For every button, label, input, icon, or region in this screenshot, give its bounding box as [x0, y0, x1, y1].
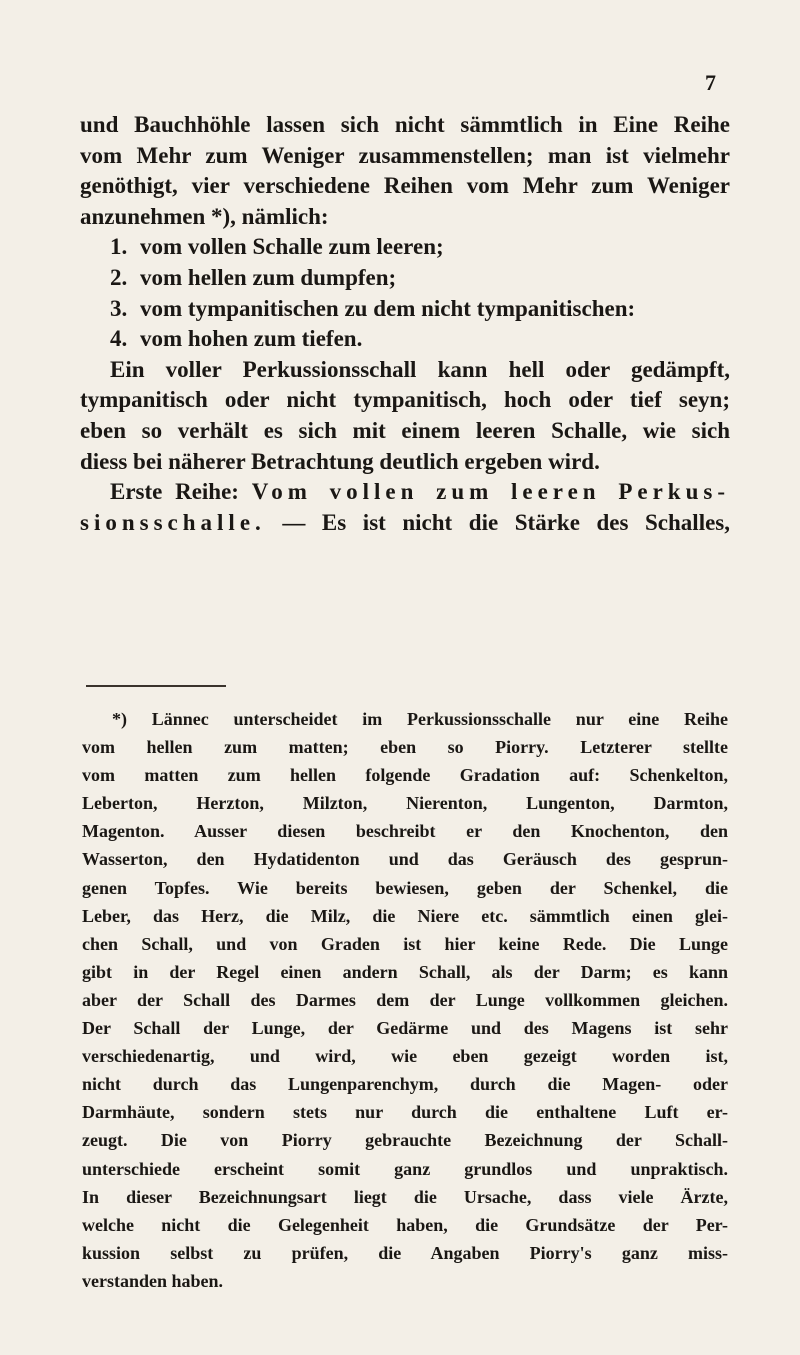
list-item [80, 263, 730, 294]
footnote-line: Leberton, Herzton, Milzton, Nierenton, Lungenton, Darmton, [82, 793, 728, 814]
footnote-line: Wasserton, den Hydatidenton und das Geräusch des gesprun- [82, 849, 728, 870]
footnote-line: *) Lännec unterscheidet im Perkussionsschalle nur eine Reihe [112, 709, 728, 729]
footnote-line: vom matten zum hellen folgende Gradation auf: Schenkelton, [82, 765, 728, 786]
section-continuation: — Es ist nicht die Stärke des Schalles, [282, 509, 730, 535]
text-line: diess bei näherer Betrachtung deutlich ergeben wird. [80, 448, 600, 474]
list-number: 4. [110, 326, 128, 352]
text-line: eben so verhält es sich mit einem leeren Schalle, wie sich [80, 417, 730, 443]
footnote-line: Leber, das Herz, die Milz, die Niere etc. sämmtlich einen glei- [82, 905, 728, 926]
footnote-line: kussion selbst zu prüfen, die Angaben Piorry's ganz miss- [82, 1242, 728, 1263]
section-title-spaced: Vom vollen zum leeren Perkus- [251, 479, 730, 505]
footnote-line: In dieser Bezeichnungsart liegt die Ursache, dass viele Ärzte, [82, 1186, 728, 1207]
text-line: und Bauchhöhle lassen sich nicht sämmtlich in Eine Reihe [80, 112, 730, 137]
list-item [80, 294, 730, 325]
footnote-line: Magenton. Ausser diesen beschreibt er den Knochenton, den [82, 821, 728, 842]
list-item [80, 232, 730, 263]
section-title-spaced: sionsschalle. [80, 509, 266, 535]
list-text: vom vollen Schalle zum leeren; [140, 234, 444, 260]
footnote-line: vom hellen zum matten; eben so Piorry. Letzterer stellte [82, 737, 728, 758]
footnote-line: welche nicht die Gelegenheit haben, die Grundsätze der Per- [82, 1214, 728, 1235]
list-number: 1. [110, 234, 128, 260]
footnote-line: zeugt. Die von Piorry gebrauchte Bezeichnung der Schall- [82, 1130, 728, 1151]
footnote-line: nicht durch das Lungenparenchym, durch die Magen- oder [82, 1074, 728, 1095]
list-text: vom hohen zum tiefen. [140, 326, 363, 352]
text-line [80, 508, 730, 539]
text-line: tympanitisch oder nicht tympanitisch, hoch oder tief seyn; [80, 387, 730, 413]
section-lead: Erste Reihe: [110, 479, 239, 505]
text-line: anzunehmen *), nämlich: [80, 203, 329, 229]
text-line: genöthigt, vier verschiedene Reihen vom Mehr zum Weniger [80, 173, 730, 199]
footnote-line: Darmhäute, sondern stets nur durch die enthaltene Luft er- [82, 1102, 728, 1123]
text-line: Ein voller Perkussionsschall kann hell oder gedämpft, [110, 356, 730, 382]
list-number: 2. [110, 264, 128, 290]
footnote [82, 705, 728, 1295]
footnote-line: Der Schall der Lunge, der Gedärme und des Magens ist sehr [82, 1018, 728, 1039]
list-item [80, 324, 730, 355]
footnote-rule [86, 685, 226, 687]
section-heading-line [80, 477, 730, 508]
page-number: 7 [705, 70, 716, 95]
footnote-line: gibt in der Regel einen andern Schall, als der Darm; es kann [82, 961, 728, 982]
footnote-line: unterschiede erscheint somit ganz grundlos und unpraktisch. [82, 1158, 728, 1179]
footnote-line: chen Schall, und von Graden ist hier keine Rede. Die Lunge [82, 933, 728, 954]
footnote-line: verstanden haben. [82, 1270, 224, 1291]
footnote-line: aber der Schall des Darmes dem der Lunge vollkommen gleichen. [82, 989, 728, 1010]
list-number: 3. [110, 295, 128, 321]
numbered-list [80, 232, 730, 354]
list-text: vom hellen zum dumpfen; [140, 264, 397, 290]
list-text: vom tympanitischen zu dem nicht tympanitischen: [140, 295, 636, 321]
main-text [80, 110, 730, 538]
footnote-line: genen Topfes. Wie bereits bewiesen, geben der Schenkel, die [82, 877, 728, 898]
text-line: vom Mehr zum Weniger zusammenstellen; man ist vielmehr [80, 142, 730, 168]
footnote-line: verschiedenartig, und wird, wie eben gezeigt worden ist, [82, 1046, 728, 1067]
